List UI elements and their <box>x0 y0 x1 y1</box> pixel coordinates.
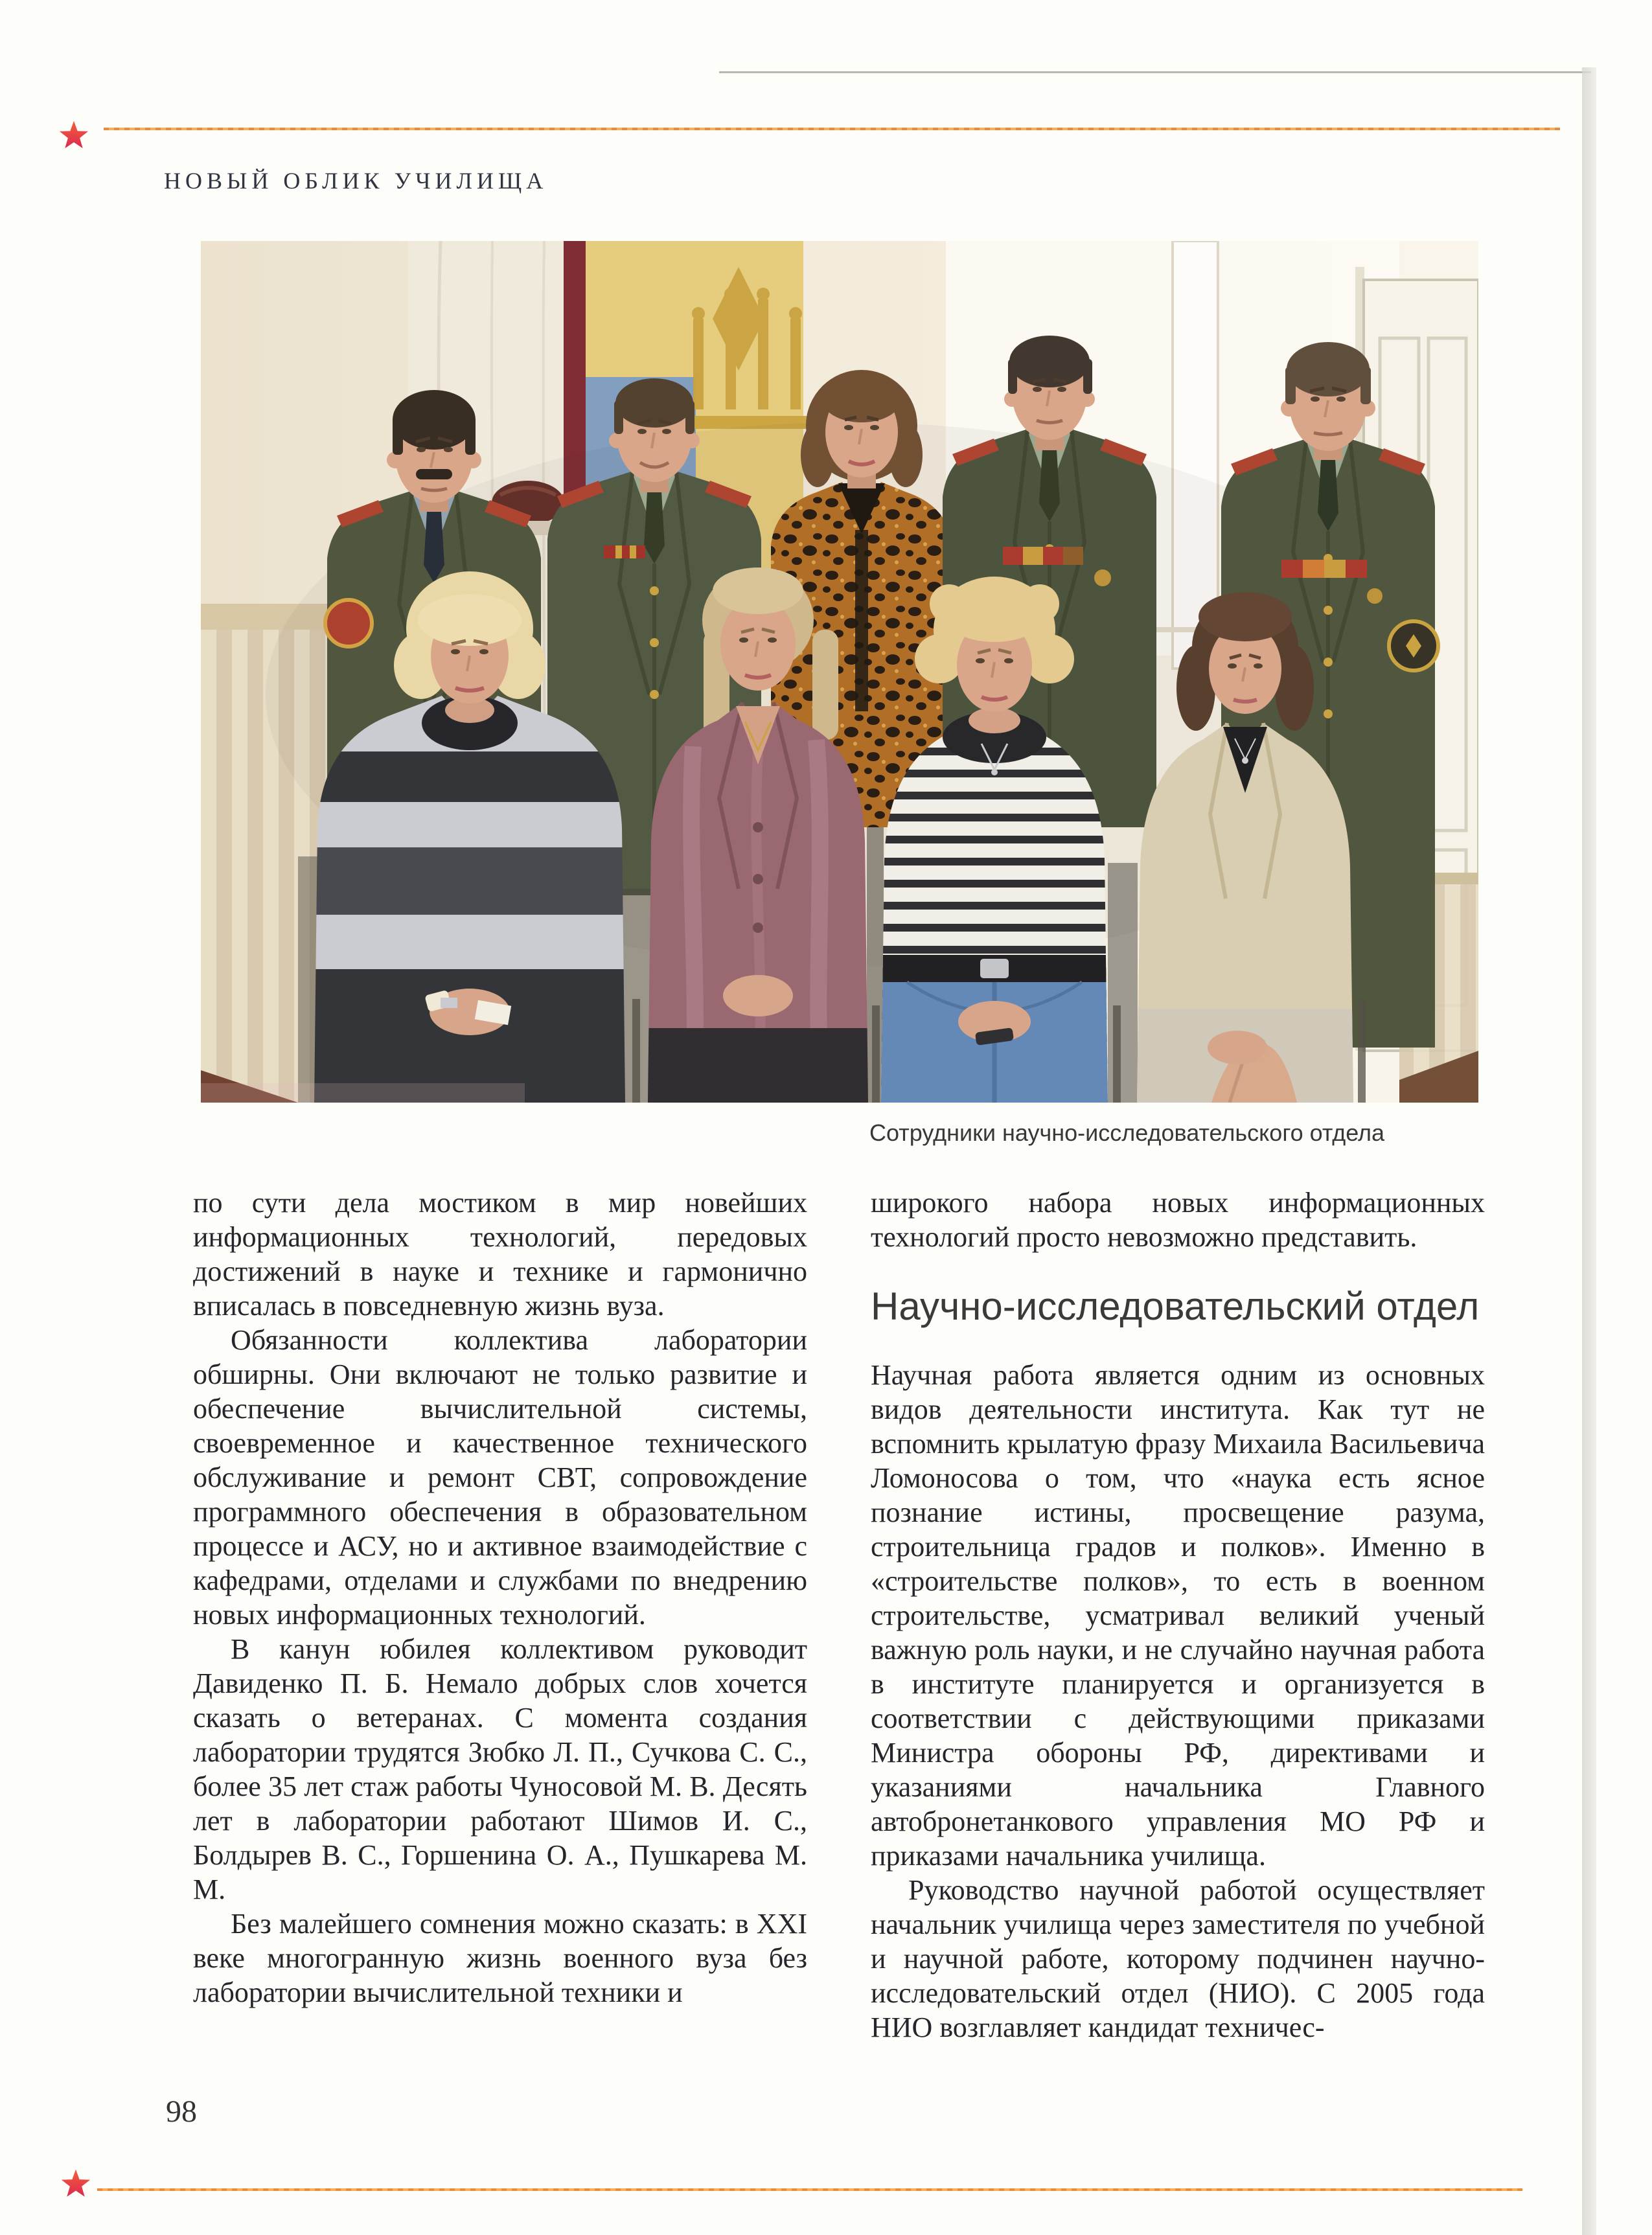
paragraph: Руководство научной работой осуществляет начальник училища через заместителя по учебной и научной работе, которому подчинен научно-исследовательский отдел (НИО). С 2005 года НИО возглавляет кандидат техничес- <box>871 1874 1485 2043</box>
scan-blur <box>201 1083 525 1103</box>
left-column <box>193 1186 807 2045</box>
paragraph: широкого набора новых информационных технологий просто невозможно представить. <box>871 1187 1485 1253</box>
paragraph: В канун юбилея коллективом руководит Давиденко П. Б. Немало добрых слов хочется сказать о ветеранах. С момента создания лаборатории трудятся Зюбко Л. П., Сучкова С. С., более 35 лет стаж работы Чуносовой М. В. Десять лет в лаборатории работают Шимов И. С., Болдырев В. С., Горшенина О. А., Пушкарева М. М. <box>193 1633 807 1905</box>
paragraph: Научная работа является одним из основных видов деятельности института. Как тут не вспомнить крылатую фразу Михаила Васильевича Ломоносова о том, что «наука есть ясное познание истины, просвещение разума, строительница градов и полков». Именно в «строительстве полков», то есть в военном строительстве, усматривал великий ученый важную роль науки, и не случайно научная работа в институте планируется и организуется в соответствии с действующими приказами Министра обороны РФ, директивами и указаниями начальника Главного автобронетанкового управления МО РФ и приказами начальника училища. <box>871 1359 1485 1872</box>
star-icon <box>60 2169 91 2200</box>
photo-caption: Сотрудники научно-исследовательского отдела <box>869 1119 1385 1146</box>
page-number: 98 <box>166 2094 197 2129</box>
paragraph: по сути дела мостиком в мир новейших информационных технологий, передовых достижений в науке и технике и гармонично вписалась в повседневную жизнь вуза. <box>193 1187 807 1322</box>
star-icon <box>58 120 89 152</box>
running-header: НОВЫЙ ОБЛИК УЧИЛИЩА <box>164 168 548 194</box>
right-column <box>871 1186 1485 2045</box>
paragraph: Без малейшего сомнения можно сказать: в XXI веке многогранную жизнь военного вуза без лаборатории вычислительной техники и <box>193 1908 807 2008</box>
top-accent-rule <box>104 128 1560 130</box>
group-photo-art <box>201 241 1478 1103</box>
bottom-accent-rule <box>97 2188 1522 2191</box>
scan-edge-shadow <box>1582 67 1596 2235</box>
article-columns <box>193 1186 1485 2045</box>
group-photo <box>201 241 1478 1103</box>
section-heading: Научно-исследовательский отдел <box>871 1285 1480 1328</box>
scan-artifact-line <box>719 71 1591 73</box>
paragraph: Обязанности коллектива лаборатории обширны. Они включают не только развитие и обеспечение вычислительной системы, своевременное и качественное технического обслуживание и ремонт СВТ, сопровождение программного обеспечения в образовательном процессе и АСУ, но и активное взаимодействие с кафедрами, отделами и службами по внедрению новых информационных технологий. <box>193 1324 807 1631</box>
photo-tint <box>201 241 1478 1103</box>
